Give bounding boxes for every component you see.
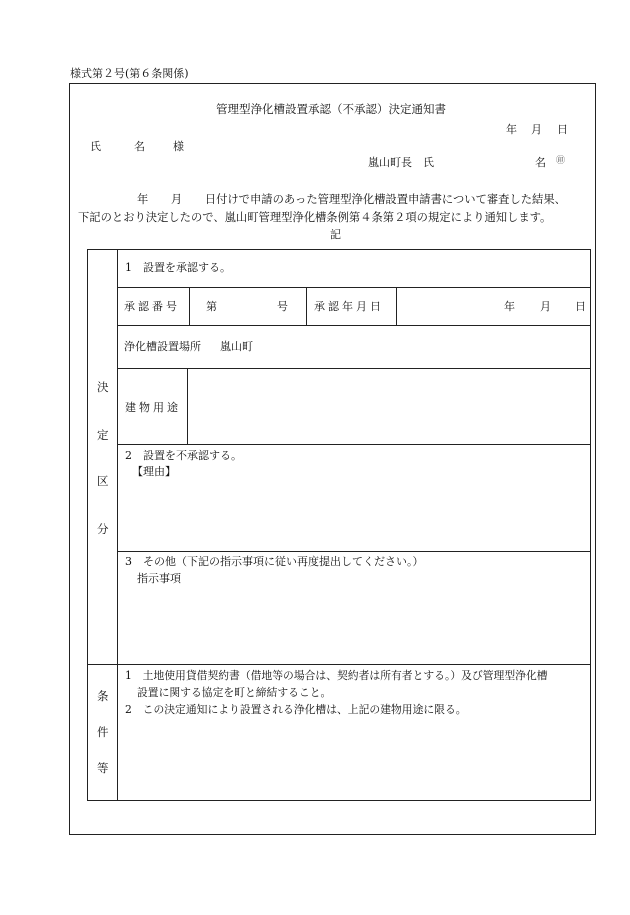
approval-number-suffix: 号 bbox=[277, 300, 288, 313]
sender-name: 名 bbox=[535, 156, 546, 169]
addressee-honorific: 様 bbox=[173, 140, 184, 153]
decision-label-char: 定 bbox=[97, 428, 109, 442]
approval-date-day: 日 bbox=[575, 300, 586, 313]
building-use-label: 建物用途 bbox=[125, 401, 181, 414]
condition-item-1-cont: 設置に関する協定を町と締結すること。 bbox=[137, 686, 332, 699]
approve-option: 1 設置を承認する。 bbox=[125, 261, 231, 274]
other-option: 3 その他（下記の指示事項に従い再度提出してください。） bbox=[125, 555, 424, 568]
date-day: 日 bbox=[557, 123, 568, 136]
location-label: 浄化槽設置場所 bbox=[124, 340, 201, 353]
reason-label: 【理由】 bbox=[132, 465, 176, 478]
conditions-label-char: 等 bbox=[97, 761, 109, 775]
conditions-label-char: 件 bbox=[97, 725, 109, 739]
decision-label-char: 決 bbox=[97, 380, 109, 394]
conditions-label-char: 条 bbox=[97, 689, 109, 703]
location-value: 嵐山町 bbox=[220, 340, 253, 353]
approval-date-month: 月 bbox=[540, 300, 551, 313]
date-month: 月 bbox=[531, 123, 542, 136]
body-line-1: 年 月 日付けで申請のあった管理型浄化槽設置申請書について審査した結果、 bbox=[137, 193, 566, 206]
sender-title: 嵐山町長 氏 bbox=[368, 156, 434, 169]
disapprove-option: 2 設置を不承認する。 bbox=[125, 449, 242, 462]
condition-item-1: 1 土地使用貸借契約書（借地等の場合は、契約者は所有者とする。）及び管理型浄化槽 bbox=[125, 669, 548, 682]
instructions-label: 指示事項 bbox=[137, 572, 181, 585]
decision-label-char: 分 bbox=[97, 522, 109, 536]
approval-number-label: 承認番号 bbox=[124, 300, 180, 313]
approval-number-prefix: 第 bbox=[206, 300, 217, 313]
decision-label-char: 区 bbox=[97, 474, 109, 488]
approval-date-year: 年 bbox=[504, 300, 515, 313]
ki-label: 記 bbox=[330, 228, 341, 241]
seal-icon: ㊞ bbox=[556, 156, 566, 166]
document-title: 管理型浄化槽設置承認（不承認）決定通知書 bbox=[216, 102, 446, 116]
date-year: 年 bbox=[506, 123, 517, 136]
approval-date-label: 承認年月日 bbox=[314, 300, 384, 313]
form-label: 様式第２号(第６条関係) bbox=[70, 67, 189, 80]
condition-item-2: 2 この決定通知により設置される浄化槽は、上記の建物用途に限る。 bbox=[125, 703, 467, 716]
body-line-2: 下記のとおり決定したので、嵐山町管理型浄化槽条例第４条第２項の規定により通知します。 bbox=[78, 211, 552, 224]
addressee-name: 氏 名 bbox=[90, 140, 145, 153]
